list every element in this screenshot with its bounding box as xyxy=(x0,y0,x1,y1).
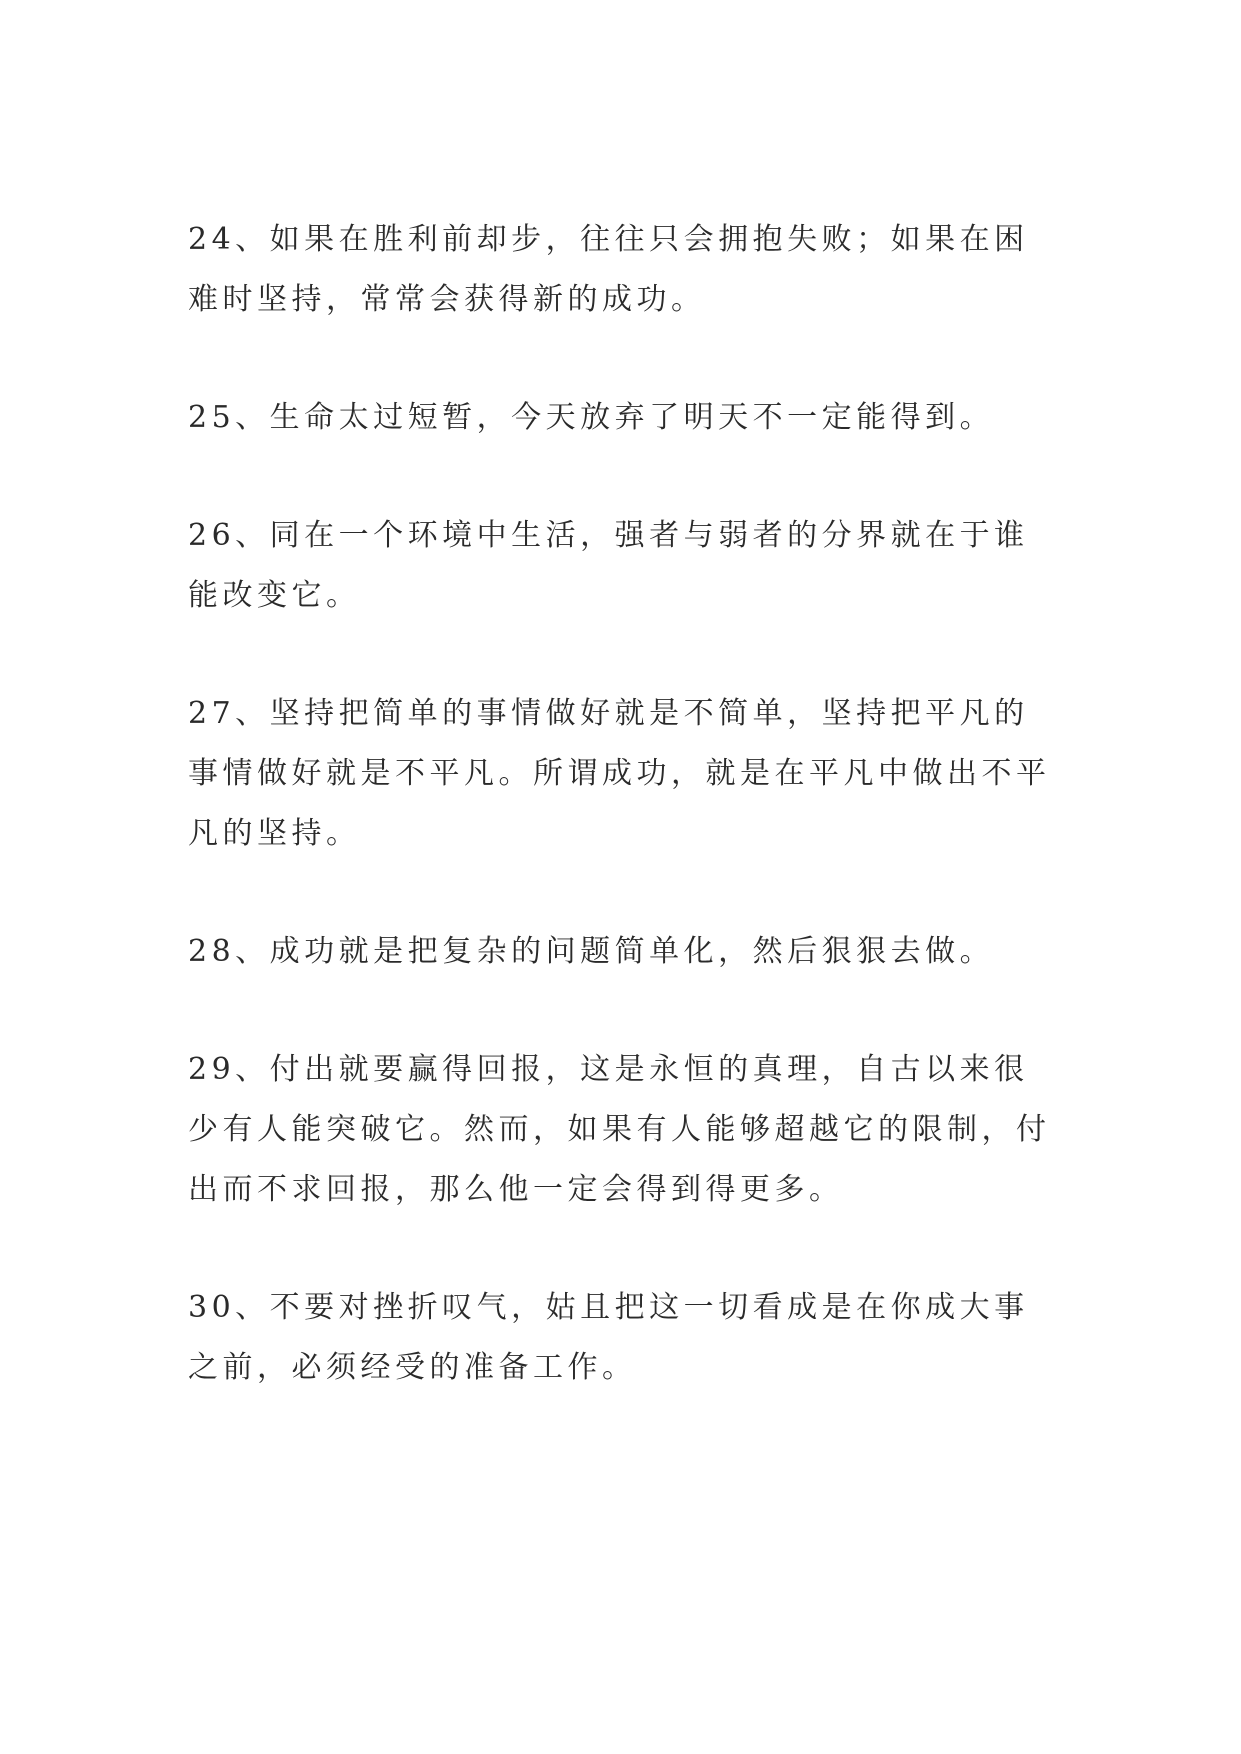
paragraph-28: 28、成功就是把复杂的问题简单化，然后狠狠去做。 xyxy=(188,934,995,969)
paragraph-26: 26、同在一个环境中生活，强者与弱者的分界就在于谁能改变它。 xyxy=(188,518,1029,613)
paragraph-24: 24、如果在胜利前却步，往往只会拥抱失败；如果在困难时坚持，常常会获得新的成功。 xyxy=(188,222,1029,317)
paragraph-30: 30、不要对挫折叹气，姑且把这一切看成是在你成大事之前，必须经受的准备工作。 xyxy=(188,1290,1029,1385)
paragraph-27: 27、坚持把简单的事情做好就是不简单，坚持把平凡的事情做好就是不平凡。所谓成功，就是在平凡中做出不平凡的坚持。 xyxy=(188,696,1051,851)
paragraph-25: 25、生命太过短暂，今天放弃了明天不一定能得到。 xyxy=(188,400,995,435)
paragraph-29: 29、付出就要赢得回报，这是永恒的真理，自古以来很少有人能突破它。然而，如果有人能够超越它的限制，付出而不求回报，那么他一定会得到得更多。 xyxy=(188,1052,1051,1207)
document-body xyxy=(188,210,1060,1456)
